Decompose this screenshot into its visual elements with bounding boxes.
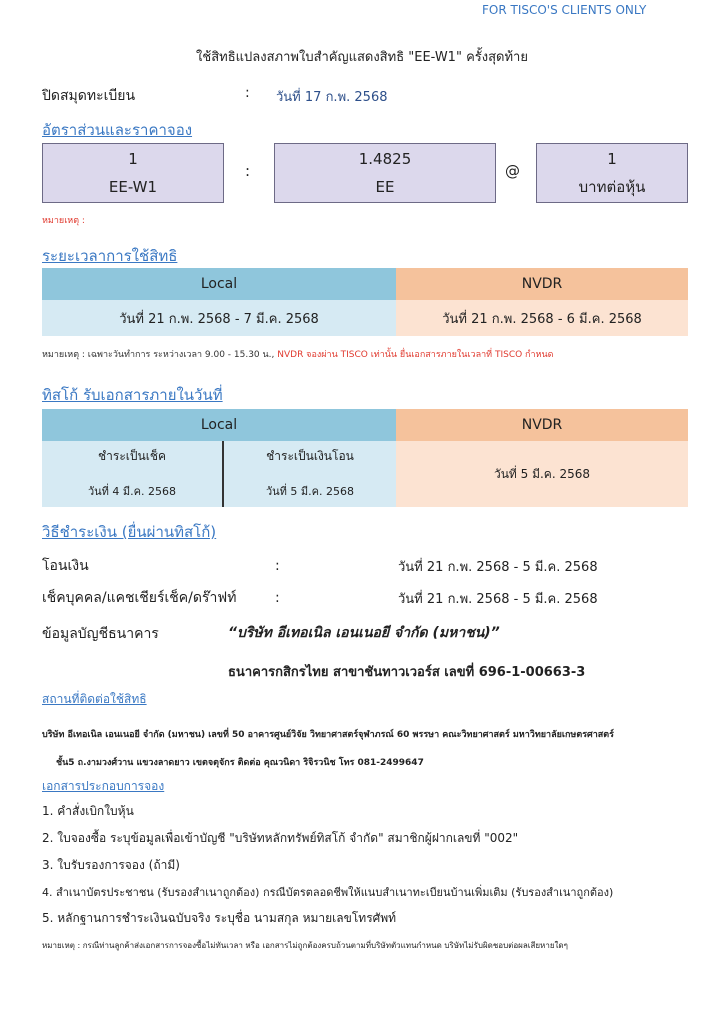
deadline-local-header: Local [42, 409, 396, 441]
deadline-cheque-date: วันที่ 4 มี.ค. 2568 [87, 485, 177, 498]
deadline-transfer-label: ชำระเป็นเงินโอน [266, 448, 354, 463]
document-item-1: 1. คำสั่งเบิกใบหุ้น [42, 804, 134, 818]
bank-account-number: ธนาคารกสิกรไทย สาขาชันทาวเวอร์ส เลขที่ 696-1-00663-3 [228, 665, 586, 680]
document-item-5: 5. หลักฐานการชำระเงินฉบับจริง ระบุชื่อ นามสกุล หมายเลขโทรศัพท์ [42, 911, 397, 925]
payment-cheque-dates: วันที่ 21 ก.พ. 2568 - 5 มี.ค. 2568 [398, 592, 598, 607]
deadline-cheque-label: ชำระเป็นเช็ค [98, 448, 166, 463]
ratio-box-warrant-qty: 1 [128, 150, 138, 168]
ratio-box-warrant [42, 143, 224, 203]
exercise-note-nvdr: NVDR จองผ่าน TISCO เท่านั้น ยื่นเอกสารภายในเวลาที่ TISCO กำหนด [277, 350, 554, 360]
deadline-heading: ทิสโก้ รับเอกสารภายในวันที่ [42, 386, 223, 404]
exercise-note-hours: หมายเหตุ : เฉพาะวันทำการ ระหว่างเวลา 9.00 - 15.30 น., [42, 350, 278, 360]
payment-transfer-label: โอนเงิน [42, 558, 89, 574]
ratio-box-warrant-name: EE-W1 [108, 178, 158, 196]
ratio-box-price [536, 143, 688, 203]
bank-account-label: ข้อมูลบัญชีธนาคาร [42, 626, 159, 642]
payment-transfer-dates: วันที่ 21 ก.พ. 2568 - 5 มี.ค. 2568 [398, 560, 598, 575]
document-item-3: 3. ใบรับรองการจอง (ถ้ามี) [42, 858, 180, 872]
page-title: ใช้สิทธิแปลงสภาพใบสำคัญแสดงสิทธิ "EE-W1" ครั้งสุดท้าย [196, 50, 528, 65]
ratio-separator: : [245, 162, 251, 180]
book-close-colon: : [245, 85, 250, 101]
ratio-at-sign: @ [505, 162, 520, 180]
exercise-period-note [42, 347, 692, 361]
payment-cheque-label: เช็คบุคคล/แคชเชียร์เช็ค/ดร๊าฟท์ [42, 590, 237, 606]
book-close-date: วันที่ 17 ก.พ. 2568 [276, 90, 388, 105]
book-close-label: ปิดสมุดทะเบียน [42, 88, 136, 104]
ratio-box-share-qty: 1.4825 [358, 150, 412, 168]
document-item-4: 4. สำเนาบัตรประชาชน (รับรองสำเนาถูกต้อง) กรณีบัตรตลอดชีพให้แนบสำเนาทะเบียนบ้านเพิ่มเติม (รับรองสำเนาถูกต้อง) [42, 886, 614, 899]
ratio-box-price-value: 1 [607, 150, 617, 168]
documents-heading: เอกสารประกอบการจอง [42, 779, 165, 793]
ratio-box-price-unit: บาทต่อหุ้น [578, 178, 646, 196]
deadline-transfer-date: วันที่ 5 มี.ค. 2568 [265, 485, 355, 498]
bank-account-name: “บริษัท อีเทอเนิล เอนเนอยี จำกัด (มหาชน)” [228, 625, 500, 641]
exercise-nvdr-header: NVDR [396, 268, 688, 300]
exercise-local-dates: วันที่ 21 ก.พ. 2568 - 7 มี.ค. 2568 [42, 300, 396, 336]
ratio-box-share [274, 143, 496, 203]
deadline-nvdr-header: NVDR [396, 409, 688, 441]
document-item-2: 2. ใบจองซื้อ ระบุข้อมูลเพื่อเข้าบัญชี "บริษัทหลักทรัพย์ทิสโก้ จำกัด" สมาชิกผู้ฝากเลขที่ "002" [42, 831, 519, 845]
exercise-local-header: Local [42, 268, 396, 300]
contact-heading: สถานที่ติดต่อใช้สิทธิ [42, 692, 147, 706]
exercise-nvdr-dates: วันที่ 21 ก.พ. 2568 - 6 มี.ค. 2568 [396, 300, 688, 336]
ratio-box-share-name: EE [375, 178, 395, 196]
payment-heading: วิธีชำระเงิน (ยื่นผ่านทิสโก้) [42, 523, 217, 541]
exercise-period-heading: ระยะเวลาการใช้สิทธิ [42, 247, 178, 265]
deadline-nvdr-date: วันที่ 5 มี.ค. 2568 [396, 441, 688, 507]
clients-only-tag: FOR TISCO'S CLIENTS ONLY [482, 3, 647, 17]
documents-footnote: หมายเหตุ : กรณีท่านลูกค้าส่งเอกสารการจองซื้อไม่ทันเวลา หรือ เอกสารไม่ถูกต้องครบถ้วนตามที่บริษัทตัวแทนกำหนด บริษัทไม่รับผิดชอบต่อผลเสียหายใดๆ [42, 941, 568, 950]
ratio-note: หมายเหตุ : [42, 216, 85, 226]
contact-address-line1: บริษัท อีเทอเนิล เอนเนอยี จำกัด (มหาชน) เลขที่ 50 อาคารศูนย์วิจัย วิทยาศาสตร์จุฬาภรณ์ 60 พรรษา คณะวิทยาศาสตร์ มหาวิทยาลัยเกษตรศาสตร์ [42, 730, 614, 740]
payment-cheque-colon: : [275, 590, 280, 606]
payment-transfer-colon: : [275, 558, 280, 574]
contact-address-line2: ชั้น5 ถ.งามวงศ์วาน แขวงลาดยาว เขตจตุจักร ติดต่อ คุณวนิดา ริจิรวนิช โทร 081-2499647 [56, 758, 424, 768]
ratio-heading: อัตราส่วนและราคาจอง [42, 121, 193, 139]
